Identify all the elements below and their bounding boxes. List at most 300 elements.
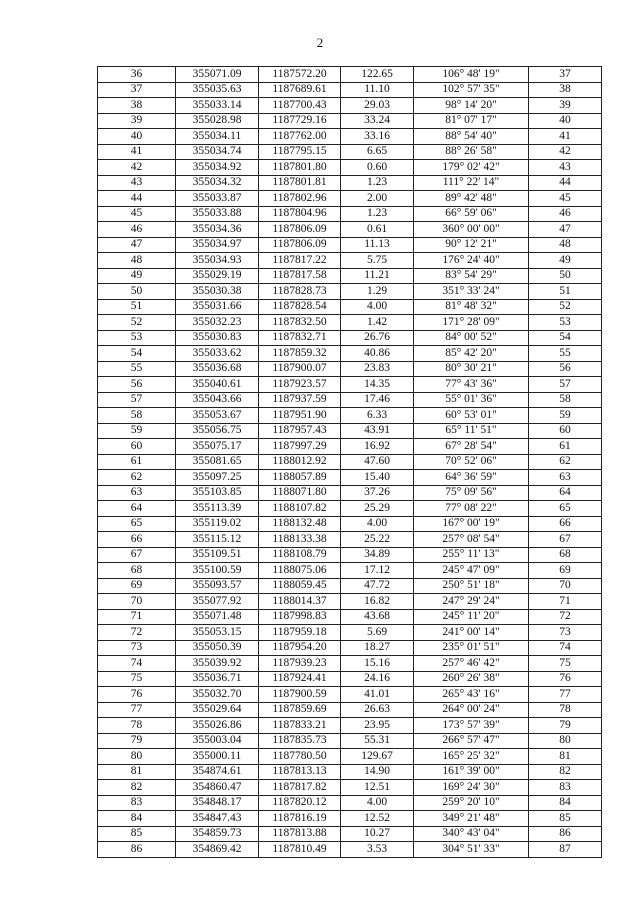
distance-cell: 40.86 — [341, 346, 414, 362]
bearing-cell: 255° 11' 13" — [414, 547, 529, 563]
y-coordinate-cell: 1187859.69 — [259, 702, 341, 718]
bearing-cell: 260° 26' 38" — [414, 671, 529, 687]
distance-cell: 47.60 — [341, 454, 414, 470]
distance-cell: 1.23 — [341, 206, 414, 222]
distance-cell: 11.21 — [341, 268, 414, 284]
point-to-cell: 83 — [529, 780, 602, 796]
point-to-cell: 40 — [529, 113, 602, 129]
point-to-cell: 57 — [529, 377, 602, 393]
table-row — [98, 842, 602, 858]
distance-cell: 16.82 — [341, 594, 414, 610]
y-coordinate-cell: 1187804.96 — [259, 206, 341, 222]
distance-cell: 5.69 — [341, 625, 414, 641]
point-from-cell: 62 — [98, 470, 176, 486]
bearing-cell: 169° 24' 30" — [414, 780, 529, 796]
distance-cell: 129.67 — [341, 749, 414, 765]
distance-cell: 41.01 — [341, 687, 414, 703]
bearing-cell: 106° 48' 19" — [414, 67, 529, 83]
point-from-cell: 53 — [98, 330, 176, 346]
y-coordinate-cell: 1187828.54 — [259, 299, 341, 315]
bearing-cell: 88° 54' 40" — [414, 129, 529, 145]
table-row — [98, 749, 602, 765]
point-from-cell: 78 — [98, 718, 176, 734]
point-to-cell: 68 — [529, 547, 602, 563]
point-to-cell: 79 — [529, 718, 602, 734]
y-coordinate-cell: 1187801.80 — [259, 160, 341, 176]
point-to-cell: 86 — [529, 826, 602, 842]
x-coordinate-cell: 355040.61 — [176, 377, 259, 393]
bearing-cell: 257° 08' 54" — [414, 532, 529, 548]
point-from-cell: 61 — [98, 454, 176, 470]
point-to-cell: 39 — [529, 98, 602, 114]
x-coordinate-cell: 355113.39 — [176, 501, 259, 517]
table-row — [98, 625, 602, 641]
point-from-cell: 72 — [98, 625, 176, 641]
bearing-cell: 304° 51' 33" — [414, 842, 529, 858]
x-coordinate-cell: 355033.88 — [176, 206, 259, 222]
table-row — [98, 609, 602, 625]
distance-cell: 6.33 — [341, 408, 414, 424]
table-row — [98, 377, 602, 393]
bearing-cell: 65° 11' 51" — [414, 423, 529, 439]
table-row — [98, 361, 602, 377]
y-coordinate-cell: 1188012.92 — [259, 454, 341, 470]
point-from-cell: 37 — [98, 82, 176, 98]
table-row — [98, 160, 602, 176]
bearing-cell: 70° 52' 06" — [414, 454, 529, 470]
x-coordinate-cell: 354860.47 — [176, 780, 259, 796]
x-coordinate-cell: 355056.75 — [176, 423, 259, 439]
bearing-cell: 349° 21' 48" — [414, 811, 529, 827]
bearing-cell: 84° 00' 52" — [414, 330, 529, 346]
point-from-cell: 84 — [98, 811, 176, 827]
point-to-cell: 53 — [529, 315, 602, 331]
point-to-cell: 63 — [529, 470, 602, 486]
table-row — [98, 547, 602, 563]
bearing-cell: 161° 39' 00" — [414, 764, 529, 780]
table-row — [98, 687, 602, 703]
y-coordinate-cell: 1187572.20 — [259, 67, 341, 83]
point-from-cell: 65 — [98, 516, 176, 532]
point-to-cell: 81 — [529, 749, 602, 765]
x-coordinate-cell: 355081.65 — [176, 454, 259, 470]
table-row — [98, 454, 602, 470]
table-row — [98, 702, 602, 718]
table-row — [98, 82, 602, 98]
table-row — [98, 764, 602, 780]
x-coordinate-cell: 354847.43 — [176, 811, 259, 827]
table-row — [98, 175, 602, 191]
y-coordinate-cell: 1187957.43 — [259, 423, 341, 439]
distance-cell: 2.00 — [341, 191, 414, 207]
distance-cell: 6.65 — [341, 144, 414, 160]
bearing-cell: 245° 11' 20" — [414, 609, 529, 625]
table-row — [98, 718, 602, 734]
x-coordinate-cell: 355036.71 — [176, 671, 259, 687]
point-from-cell: 60 — [98, 439, 176, 455]
x-coordinate-cell: 355109.51 — [176, 547, 259, 563]
point-to-cell: 62 — [529, 454, 602, 470]
bearing-cell: 265° 43' 16" — [414, 687, 529, 703]
bearing-cell: 173° 57' 39" — [414, 718, 529, 734]
distance-cell: 25.29 — [341, 501, 414, 517]
point-from-cell: 46 — [98, 222, 176, 238]
point-from-cell: 44 — [98, 191, 176, 207]
bearing-cell: 257° 46' 42" — [414, 656, 529, 672]
bearing-cell: 259° 20' 10" — [414, 795, 529, 811]
x-coordinate-cell: 355034.93 — [176, 253, 259, 269]
x-coordinate-cell: 355034.97 — [176, 237, 259, 253]
point-to-cell: 49 — [529, 253, 602, 269]
point-from-cell: 39 — [98, 113, 176, 129]
x-coordinate-cell: 355032.70 — [176, 687, 259, 703]
point-to-cell: 73 — [529, 625, 602, 641]
y-coordinate-cell: 1187729.16 — [259, 113, 341, 129]
point-to-cell: 61 — [529, 439, 602, 455]
table-row — [98, 346, 602, 362]
y-coordinate-cell: 1187835.73 — [259, 733, 341, 749]
x-coordinate-cell: 355077.92 — [176, 594, 259, 610]
y-coordinate-cell: 1187859.32 — [259, 346, 341, 362]
point-to-cell: 47 — [529, 222, 602, 238]
x-coordinate-cell: 355050.39 — [176, 640, 259, 656]
point-to-cell: 76 — [529, 671, 602, 687]
bearing-cell: 241° 00' 14" — [414, 625, 529, 641]
table-row — [98, 578, 602, 594]
point-to-cell: 52 — [529, 299, 602, 315]
distance-cell: 5.75 — [341, 253, 414, 269]
table-row — [98, 315, 602, 331]
y-coordinate-cell: 1187810.49 — [259, 842, 341, 858]
distance-cell: 33.24 — [341, 113, 414, 129]
x-coordinate-cell: 355030.83 — [176, 330, 259, 346]
point-from-cell: 74 — [98, 656, 176, 672]
point-from-cell: 68 — [98, 563, 176, 579]
table-row — [98, 656, 602, 672]
point-to-cell: 56 — [529, 361, 602, 377]
bearing-cell: 179° 02' 42" — [414, 160, 529, 176]
point-from-cell: 75 — [98, 671, 176, 687]
point-to-cell: 64 — [529, 485, 602, 501]
point-to-cell: 54 — [529, 330, 602, 346]
y-coordinate-cell: 1187939.23 — [259, 656, 341, 672]
point-to-cell: 48 — [529, 237, 602, 253]
x-coordinate-cell: 355029.19 — [176, 268, 259, 284]
point-from-cell: 79 — [98, 733, 176, 749]
bearing-cell: 266° 57' 47" — [414, 733, 529, 749]
y-coordinate-cell: 1187816.19 — [259, 811, 341, 827]
point-to-cell: 85 — [529, 811, 602, 827]
table-row — [98, 144, 602, 160]
point-to-cell: 38 — [529, 82, 602, 98]
table-row — [98, 811, 602, 827]
bearing-cell: 360° 00' 00" — [414, 222, 529, 238]
point-to-cell: 55 — [529, 346, 602, 362]
distance-cell: 1.23 — [341, 175, 414, 191]
point-from-cell: 47 — [98, 237, 176, 253]
y-coordinate-cell: 1187801.81 — [259, 175, 341, 191]
bearing-cell: 90° 12' 21" — [414, 237, 529, 253]
y-coordinate-cell: 1187900.07 — [259, 361, 341, 377]
table-row — [98, 67, 602, 83]
x-coordinate-cell: 355036.68 — [176, 361, 259, 377]
x-coordinate-cell: 354859.73 — [176, 826, 259, 842]
x-coordinate-cell: 355034.36 — [176, 222, 259, 238]
y-coordinate-cell: 1187813.88 — [259, 826, 341, 842]
table-row — [98, 733, 602, 749]
distance-cell: 14.90 — [341, 764, 414, 780]
y-coordinate-cell: 1188132.48 — [259, 516, 341, 532]
x-coordinate-cell: 354874.61 — [176, 764, 259, 780]
point-from-cell: 81 — [98, 764, 176, 780]
x-coordinate-cell: 355071.09 — [176, 67, 259, 83]
distance-cell: 33.16 — [341, 129, 414, 145]
bearing-cell: 89° 42' 48" — [414, 191, 529, 207]
table-row — [98, 129, 602, 145]
bearing-cell: 66° 59' 06" — [414, 206, 529, 222]
x-coordinate-cell: 355071.48 — [176, 609, 259, 625]
x-coordinate-cell: 355100.59 — [176, 563, 259, 579]
table-row — [98, 284, 602, 300]
table-row — [98, 206, 602, 222]
table-row — [98, 299, 602, 315]
bearing-cell: 98° 14' 20" — [414, 98, 529, 114]
point-from-cell: 83 — [98, 795, 176, 811]
bearing-cell: 111° 22' 14" — [414, 175, 529, 191]
point-from-cell: 82 — [98, 780, 176, 796]
point-from-cell: 59 — [98, 423, 176, 439]
point-from-cell: 66 — [98, 532, 176, 548]
y-coordinate-cell: 1187900.59 — [259, 687, 341, 703]
y-coordinate-cell: 1187832.50 — [259, 315, 341, 331]
point-to-cell: 87 — [529, 842, 602, 858]
bearing-cell: 264° 00' 24" — [414, 702, 529, 718]
x-coordinate-cell: 355028.98 — [176, 113, 259, 129]
y-coordinate-cell: 1187689.61 — [259, 82, 341, 98]
table-row — [98, 826, 602, 842]
x-coordinate-cell: 355032.23 — [176, 315, 259, 331]
bearing-cell: 81° 48' 32" — [414, 299, 529, 315]
bearing-cell: 60° 53' 01" — [414, 408, 529, 424]
table-row — [98, 516, 602, 532]
point-from-cell: 40 — [98, 129, 176, 145]
x-coordinate-cell: 355039.92 — [176, 656, 259, 672]
point-from-cell: 48 — [98, 253, 176, 269]
y-coordinate-cell: 1187817.22 — [259, 253, 341, 269]
y-coordinate-cell: 1187802.96 — [259, 191, 341, 207]
table-row — [98, 470, 602, 486]
x-coordinate-cell: 355033.14 — [176, 98, 259, 114]
bearing-cell: 81° 07' 17" — [414, 113, 529, 129]
coordinate-table — [97, 66, 602, 858]
bearing-cell: 351° 33' 24" — [414, 284, 529, 300]
point-from-cell: 80 — [98, 749, 176, 765]
distance-cell: 24.16 — [341, 671, 414, 687]
distance-cell: 12.52 — [341, 811, 414, 827]
x-coordinate-cell: 355031.66 — [176, 299, 259, 315]
distance-cell: 12.51 — [341, 780, 414, 796]
x-coordinate-cell: 355034.92 — [176, 160, 259, 176]
table-row — [98, 191, 602, 207]
point-to-cell: 44 — [529, 175, 602, 191]
point-from-cell: 77 — [98, 702, 176, 718]
bearing-cell: 75° 09' 56" — [414, 485, 529, 501]
table-row — [98, 780, 602, 796]
distance-cell: 14.35 — [341, 377, 414, 393]
point-to-cell: 82 — [529, 764, 602, 780]
distance-cell: 26.63 — [341, 702, 414, 718]
y-coordinate-cell: 1188133.38 — [259, 532, 341, 548]
x-coordinate-cell: 355035.63 — [176, 82, 259, 98]
point-from-cell: 85 — [98, 826, 176, 842]
y-coordinate-cell: 1187954.20 — [259, 640, 341, 656]
x-coordinate-cell: 355034.74 — [176, 144, 259, 160]
point-from-cell: 45 — [98, 206, 176, 222]
point-from-cell: 36 — [98, 67, 176, 83]
point-to-cell: 60 — [529, 423, 602, 439]
table-row — [98, 408, 602, 424]
distance-cell: 25.22 — [341, 532, 414, 548]
y-coordinate-cell: 1188071.80 — [259, 485, 341, 501]
distance-cell: 16.92 — [341, 439, 414, 455]
point-from-cell: 58 — [98, 408, 176, 424]
point-to-cell: 59 — [529, 408, 602, 424]
point-from-cell: 43 — [98, 175, 176, 191]
table-row — [98, 113, 602, 129]
y-coordinate-cell: 1187998.83 — [259, 609, 341, 625]
point-to-cell: 71 — [529, 594, 602, 610]
distance-cell: 15.40 — [341, 470, 414, 486]
point-from-cell: 49 — [98, 268, 176, 284]
distance-cell: 23.95 — [341, 718, 414, 734]
y-coordinate-cell: 1187780.50 — [259, 749, 341, 765]
y-coordinate-cell: 1187937.59 — [259, 392, 341, 408]
distance-cell: 0.60 — [341, 160, 414, 176]
point-from-cell: 50 — [98, 284, 176, 300]
bearing-cell: 340° 43' 04" — [414, 826, 529, 842]
point-to-cell: 37 — [529, 67, 602, 83]
point-to-cell: 75 — [529, 656, 602, 672]
point-to-cell: 66 — [529, 516, 602, 532]
y-coordinate-cell: 1187813.13 — [259, 764, 341, 780]
x-coordinate-cell: 355043.66 — [176, 392, 259, 408]
table-row — [98, 485, 602, 501]
y-coordinate-cell: 1187762.00 — [259, 129, 341, 145]
point-from-cell: 73 — [98, 640, 176, 656]
point-to-cell: 42 — [529, 144, 602, 160]
point-from-cell: 42 — [98, 160, 176, 176]
y-coordinate-cell: 1187951.90 — [259, 408, 341, 424]
y-coordinate-cell: 1187700.43 — [259, 98, 341, 114]
x-coordinate-cell: 355000.11 — [176, 749, 259, 765]
point-to-cell: 67 — [529, 532, 602, 548]
x-coordinate-cell: 354848.17 — [176, 795, 259, 811]
y-coordinate-cell: 1187806.09 — [259, 222, 341, 238]
distance-cell: 122.65 — [341, 67, 414, 83]
table-row — [98, 563, 602, 579]
point-to-cell: 70 — [529, 578, 602, 594]
point-to-cell: 77 — [529, 687, 602, 703]
y-coordinate-cell: 1187959.18 — [259, 625, 341, 641]
bearing-cell: 85° 42' 20" — [414, 346, 529, 362]
point-to-cell: 72 — [529, 609, 602, 625]
y-coordinate-cell: 1188059.45 — [259, 578, 341, 594]
y-coordinate-cell: 1187806.09 — [259, 237, 341, 253]
point-from-cell: 86 — [98, 842, 176, 858]
y-coordinate-cell: 1187828.73 — [259, 284, 341, 300]
point-from-cell: 71 — [98, 609, 176, 625]
x-coordinate-cell: 355075.17 — [176, 439, 259, 455]
y-coordinate-cell: 1187820.12 — [259, 795, 341, 811]
point-from-cell: 38 — [98, 98, 176, 114]
point-from-cell: 52 — [98, 315, 176, 331]
distance-cell: 17.46 — [341, 392, 414, 408]
point-to-cell: 45 — [529, 191, 602, 207]
table-row — [98, 253, 602, 269]
bearing-cell: 167° 00' 19" — [414, 516, 529, 532]
y-coordinate-cell: 1188107.82 — [259, 501, 341, 517]
point-to-cell: 84 — [529, 795, 602, 811]
distance-cell: 11.13 — [341, 237, 414, 253]
point-to-cell: 51 — [529, 284, 602, 300]
x-coordinate-cell: 355119.02 — [176, 516, 259, 532]
x-coordinate-cell: 355033.62 — [176, 346, 259, 362]
distance-cell: 1.29 — [341, 284, 414, 300]
table-row — [98, 532, 602, 548]
distance-cell: 0.61 — [341, 222, 414, 238]
y-coordinate-cell: 1187924.41 — [259, 671, 341, 687]
y-coordinate-cell: 1187817.82 — [259, 780, 341, 796]
distance-cell: 3.53 — [341, 842, 414, 858]
point-from-cell: 69 — [98, 578, 176, 594]
x-coordinate-cell: 355033.87 — [176, 191, 259, 207]
point-to-cell: 74 — [529, 640, 602, 656]
distance-cell: 55.31 — [341, 733, 414, 749]
bearing-cell: 77° 08' 22" — [414, 501, 529, 517]
bearing-cell: 83° 54' 29" — [414, 268, 529, 284]
distance-cell: 34.89 — [341, 547, 414, 563]
table-row — [98, 98, 602, 114]
point-to-cell: 41 — [529, 129, 602, 145]
point-from-cell: 63 — [98, 485, 176, 501]
table-row — [98, 330, 602, 346]
table-row — [98, 268, 602, 284]
point-from-cell: 67 — [98, 547, 176, 563]
y-coordinate-cell: 1188075.06 — [259, 563, 341, 579]
x-coordinate-cell: 355030.38 — [176, 284, 259, 300]
table-row — [98, 795, 602, 811]
y-coordinate-cell: 1187833.21 — [259, 718, 341, 734]
distance-cell: 15.16 — [341, 656, 414, 672]
distance-cell: 4.00 — [341, 795, 414, 811]
distance-cell: 37.26 — [341, 485, 414, 501]
distance-cell: 4.00 — [341, 516, 414, 532]
bearing-cell: 250° 51' 18" — [414, 578, 529, 594]
page-number: 2 — [316, 35, 324, 50]
point-to-cell: 58 — [529, 392, 602, 408]
x-coordinate-cell: 355034.11 — [176, 129, 259, 145]
bearing-cell: 247° 29' 24" — [414, 594, 529, 610]
distance-cell: 43.68 — [341, 609, 414, 625]
table-row — [98, 222, 602, 238]
y-coordinate-cell: 1188108.79 — [259, 547, 341, 563]
y-coordinate-cell: 1187795.15 — [259, 144, 341, 160]
bearing-cell: 102° 57' 35" — [414, 82, 529, 98]
bearing-cell: 80° 30' 21" — [414, 361, 529, 377]
x-coordinate-cell: 354869.42 — [176, 842, 259, 858]
point-from-cell: 64 — [98, 501, 176, 517]
table-row — [98, 237, 602, 253]
